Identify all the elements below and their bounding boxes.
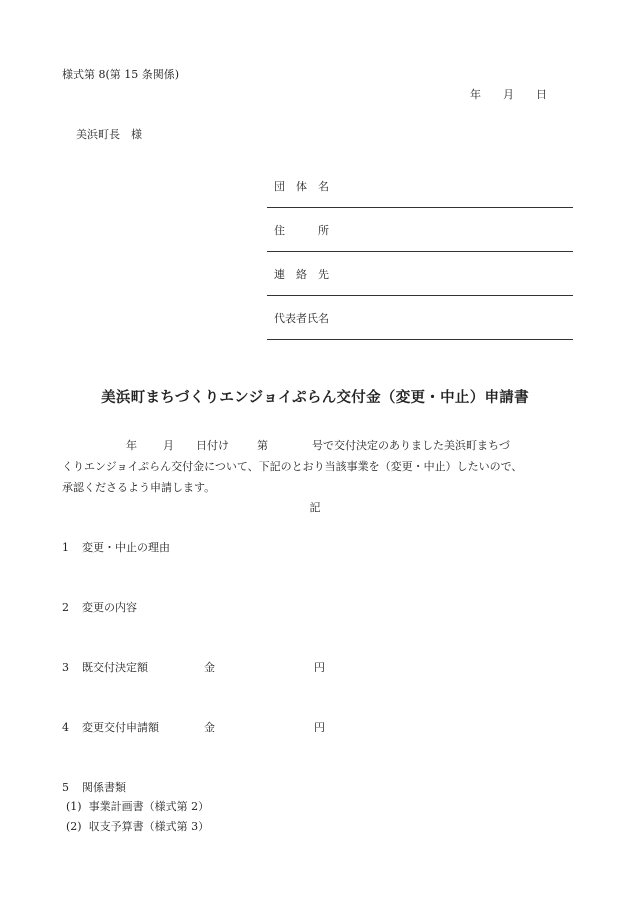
document-title: 美浜町まちづくりエンジョイぷらん交付金（変更・中止）申請書 [101, 389, 529, 406]
item-label: 変更・中止の理由 [82, 541, 170, 554]
item-number: 4 [62, 721, 69, 734]
document-label: 事業計画書（様式第 2） [88, 800, 210, 813]
body-paragraph [62, 435, 582, 498]
item-label: 変更交付申請額 [82, 721, 159, 734]
body-month-label: 月 [163, 439, 174, 452]
item-related-documents [62, 779, 126, 795]
document-number: (2) [66, 820, 82, 833]
field-label: 連 絡 先 [274, 268, 329, 281]
body-dated-label: 日付け [196, 439, 229, 452]
item-number: 1 [62, 541, 69, 554]
approved-amount-kin: 金 [204, 661, 215, 674]
date-line [470, 86, 547, 102]
field-label: 団 体 名 [274, 180, 329, 193]
body-line-2: くりエンジョイぷらん交付金について、下記のとおり当該事業を（変更・中止）したいので、 [62, 460, 523, 473]
date-day-label: 日 [536, 88, 547, 101]
body-line-1-tail: 号で交付決定のありました美浜町まちづ [312, 439, 510, 452]
document-label: 収支予算書（様式第 3） [88, 820, 210, 833]
item-reason [62, 539, 170, 555]
document-list-item [66, 818, 209, 834]
item-label: 既交付決定額 [82, 661, 148, 674]
item-label: 関係書類 [82, 781, 126, 794]
document-number: (1) [66, 800, 82, 813]
document-list-item [66, 798, 209, 814]
item-label: 変更の内容 [82, 601, 137, 614]
applicant-row-address[interactable] [267, 208, 573, 252]
item-number: 5 [62, 781, 69, 794]
item-approved-amount [62, 659, 148, 675]
body-number-prefix: 第 [257, 439, 268, 452]
applicant-row-contact[interactable] [267, 252, 573, 296]
item-change-content [62, 599, 137, 615]
body-year-label: 年 [126, 439, 137, 452]
ki-label: 記 [309, 501, 321, 514]
change-amount-kin: 金 [204, 721, 215, 734]
applicant-row-representative[interactable] [267, 296, 573, 340]
addressee: 美浜町長 様 [76, 128, 142, 141]
item-number: 2 [62, 601, 69, 614]
date-year-label: 年 [470, 88, 481, 101]
item-number: 3 [62, 661, 69, 674]
body-line-3: 承認くださるよう申請します。 [62, 481, 216, 494]
body-line-1 [62, 435, 582, 456]
form-number: 様式第 8(第 15 条関係) [62, 68, 180, 81]
field-label: 住 所 [274, 224, 329, 237]
applicant-row-group-name[interactable] [267, 164, 573, 208]
field-label: 代表者氏名 [274, 312, 329, 325]
change-amount-yen: 円 [314, 721, 325, 734]
applicant-fields [267, 164, 573, 340]
approved-amount-yen: 円 [314, 661, 325, 674]
date-month-label: 月 [503, 88, 514, 101]
item-change-amount [62, 719, 159, 735]
